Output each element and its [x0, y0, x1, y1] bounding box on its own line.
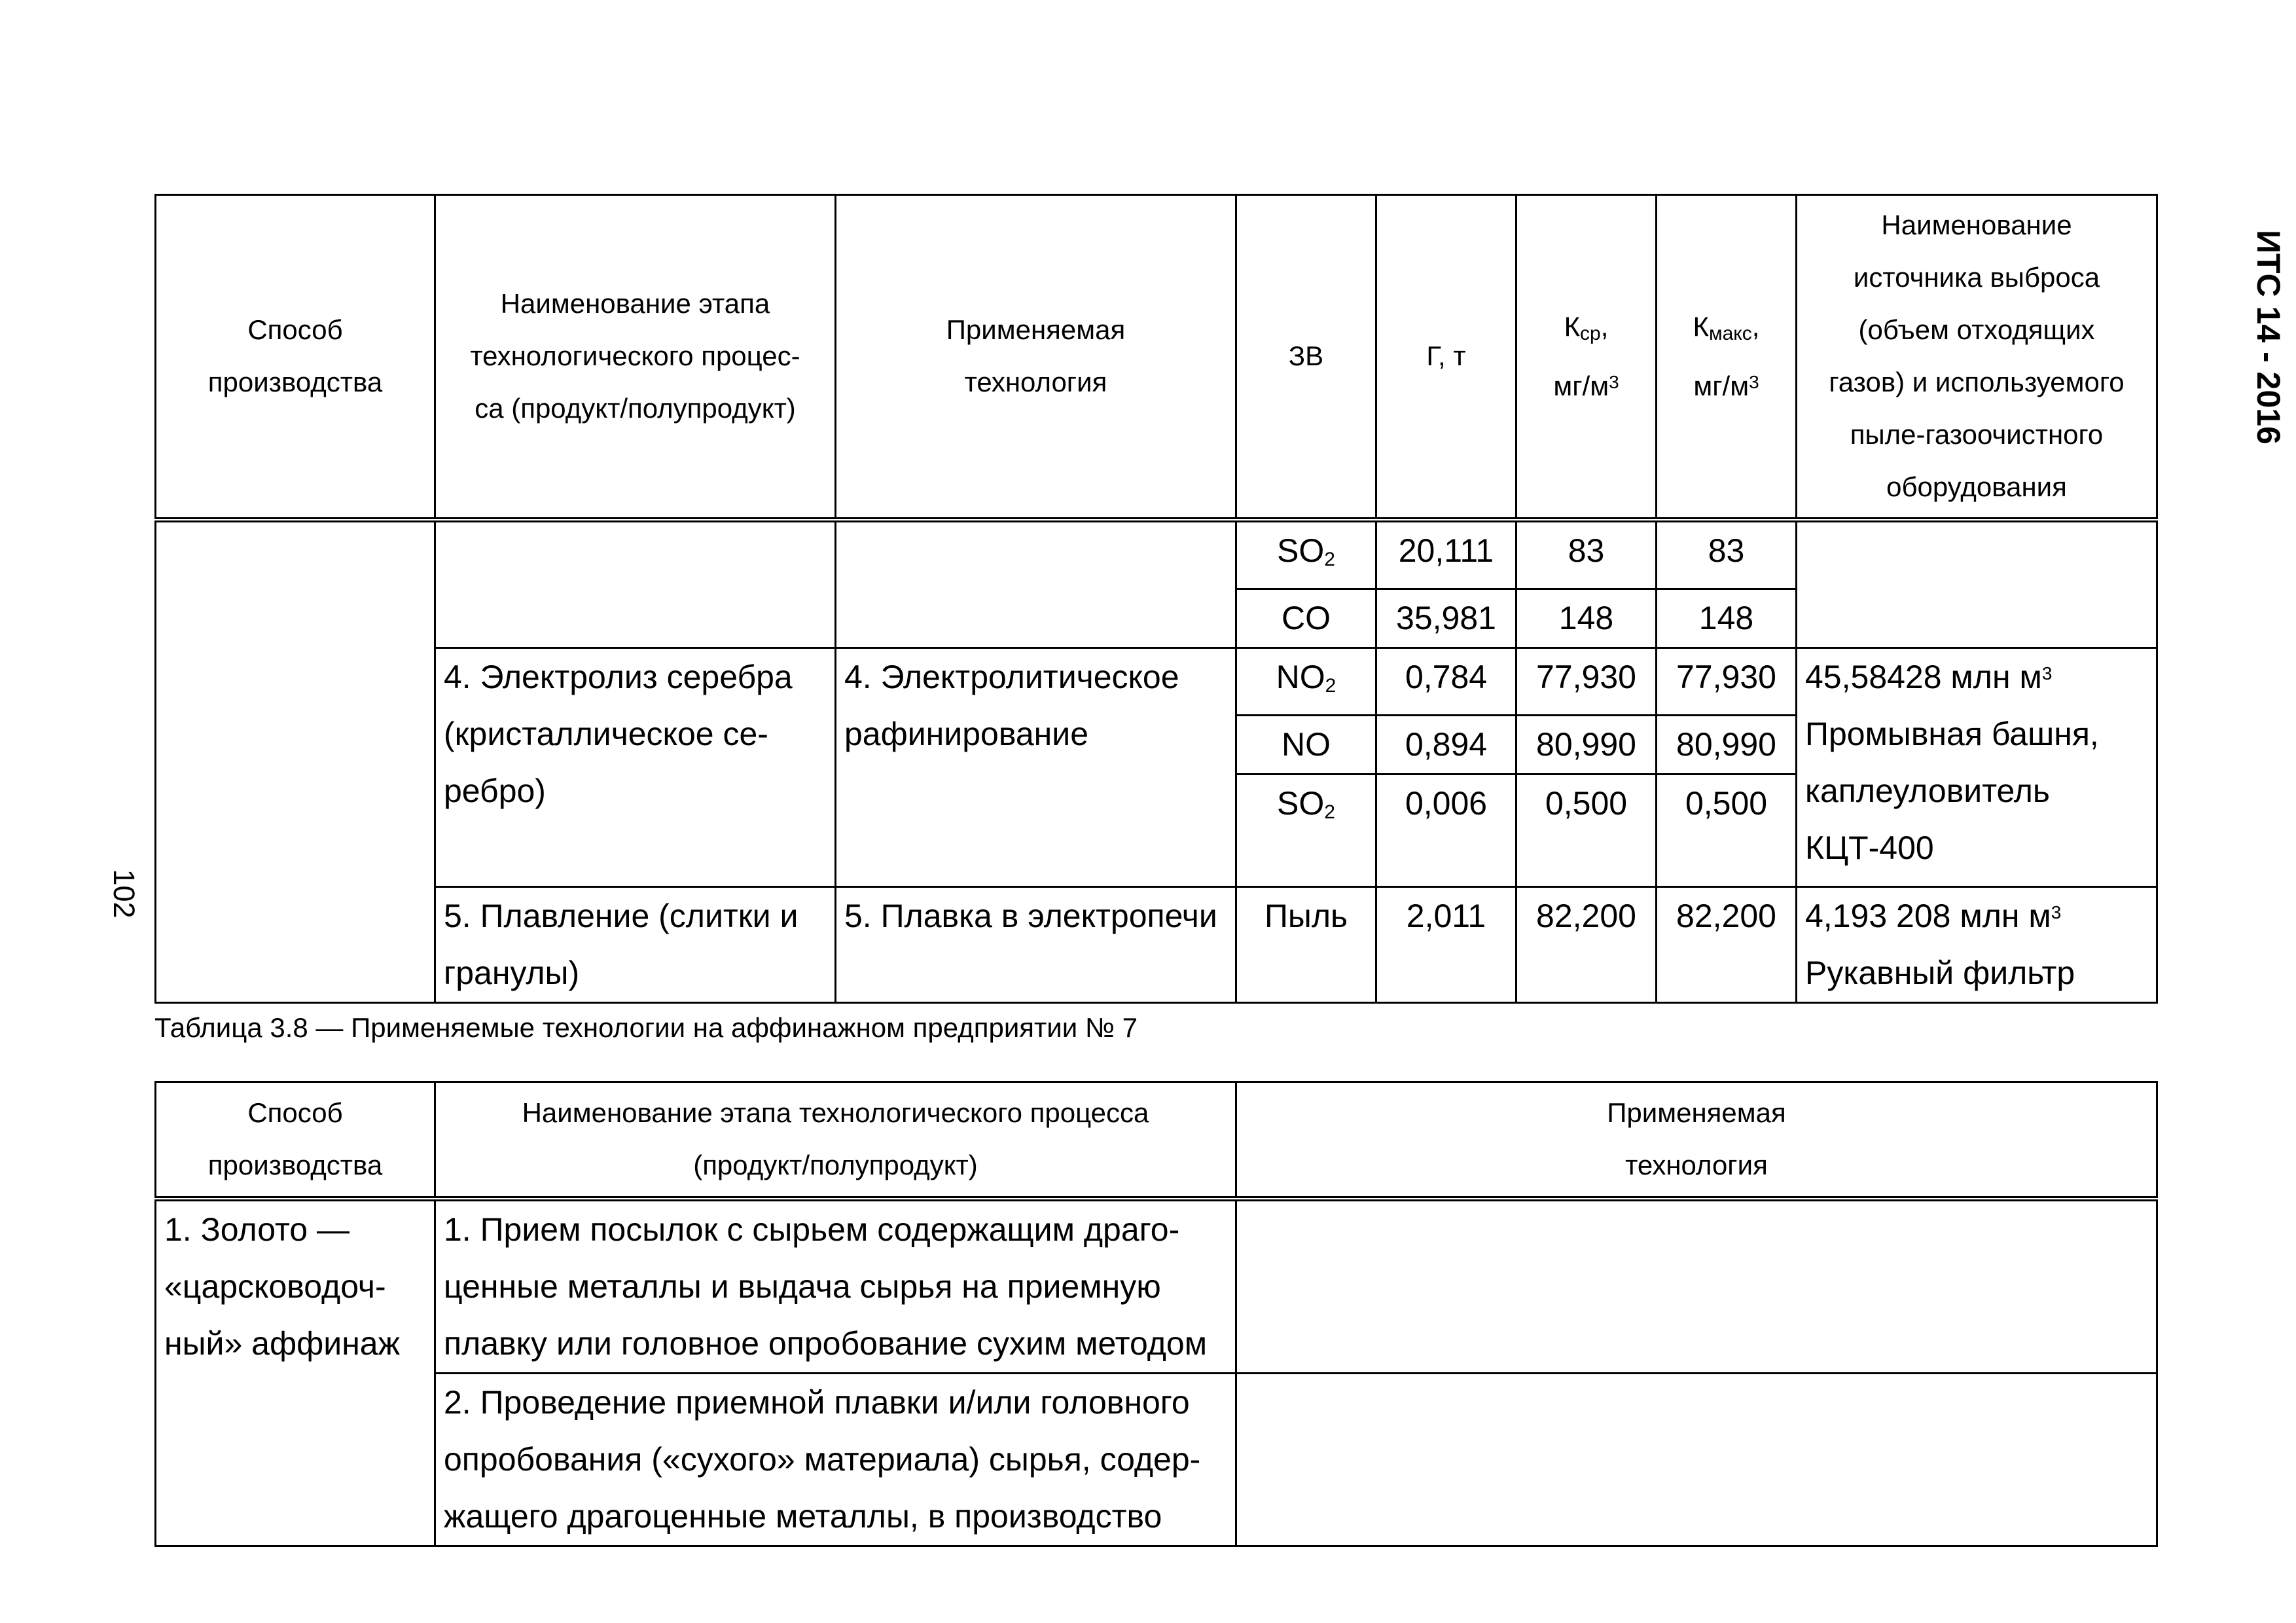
header-text: мг/м: [1553, 370, 1609, 401]
source-cell: [1797, 886, 2157, 1002]
header-superscript: 3: [1609, 371, 1619, 392]
mass-cell: 2,011: [1376, 886, 1516, 1002]
page-number: 102: [107, 869, 141, 919]
header-text: Применяемая: [946, 314, 1126, 346]
header-text: газов) и используемого: [1829, 367, 2125, 398]
k-max-cell: 0,500: [1657, 774, 1797, 886]
table-row: [156, 1373, 2157, 1546]
stage-text: ребро): [444, 772, 546, 809]
header-pollutant: ЗВ: [1236, 195, 1376, 520]
mass-cell: 20,111: [1376, 520, 1516, 589]
k-max-cell: 83: [1657, 520, 1797, 589]
pollutant-text: NO: [1276, 658, 1325, 695]
k-avg-cell: 148: [1516, 589, 1657, 647]
header-technology: [1236, 1082, 2157, 1199]
stage-text: 5. Плавление (слитки и: [444, 897, 798, 934]
technology-cell: 5. Плавка в электропечи: [836, 886, 1236, 1002]
header-text: К: [1693, 310, 1709, 342]
header-stage: [435, 195, 836, 520]
header-stage: [435, 1082, 1236, 1199]
stage-cell: [435, 520, 836, 648]
table-caption: Таблица 3.8 — Применяемые технологии на аффинажном предприятии № 7: [154, 1012, 1138, 1043]
header-text: источника выброса: [1853, 262, 2100, 293]
stage-text: ценные металлы и выдача сырья на приемную: [444, 1267, 1161, 1305]
header-text: ,: [1751, 310, 1760, 342]
header-text: (продукт/полупродукт): [693, 1150, 978, 1181]
table-row: [156, 647, 2157, 715]
stage-text: жащего драгоценные металлы, в производство: [444, 1497, 1162, 1535]
pollutant-cell: [1236, 589, 1376, 647]
technology-text: 4. Электролитическое: [844, 658, 1179, 695]
header-source: [1797, 195, 2157, 520]
pollutant-subscript: 2: [1324, 801, 1335, 823]
technology-cell: [836, 647, 1236, 886]
header-text: производства: [207, 367, 383, 398]
header-method: [156, 1082, 435, 1199]
stage-text: 4. Электролиз серебра: [444, 658, 793, 695]
header-text: Применяемая: [1607, 1097, 1786, 1129]
table-header-row: [156, 195, 2157, 520]
pollutant-text: CO: [1282, 599, 1331, 636]
header-text: пыле-газоочистного: [1850, 419, 2104, 450]
header-text: ,: [1600, 310, 1609, 342]
mass-cell: 35,981: [1376, 589, 1516, 647]
header-subscript: ср: [1580, 322, 1601, 344]
header-text: оборудования: [1886, 471, 2067, 503]
table-header-row: [156, 1082, 2157, 1199]
header-text: технологического процес-: [470, 340, 800, 372]
pollutant-cell: [1236, 715, 1376, 774]
stage-text: плавку или головное опробование сухим методом: [444, 1324, 1208, 1362]
table-row: [156, 520, 2157, 589]
header-k-avg: [1516, 195, 1657, 520]
technology-cell: [836, 520, 1236, 648]
stage-cell: [435, 1199, 1236, 1374]
stage-text: 2. Проведение приемной плавки и/или головного: [444, 1383, 1190, 1421]
source-cell: [1797, 520, 2157, 648]
mass-cell: 0,894: [1376, 715, 1516, 774]
header-technology: [836, 195, 1236, 520]
pollutant-cell: [1236, 886, 1376, 1002]
header-text: технология: [964, 367, 1107, 398]
method-cell: [156, 1199, 435, 1546]
source-text: Рукавный фильтр: [1805, 954, 2075, 991]
k-avg-cell: 80,990: [1516, 715, 1657, 774]
pollutant-text: Пыль: [1264, 897, 1348, 934]
source-text: Промывная башня,: [1805, 715, 2099, 752]
header-text: Наименование этапа технологического процесса: [522, 1097, 1149, 1129]
source-cell: [1797, 647, 2157, 886]
pollutant-cell: [1236, 647, 1376, 715]
header-superscript: 3: [1749, 371, 1759, 392]
header-subscript: макс: [1709, 322, 1752, 344]
technology-text: рафинирование: [844, 715, 1088, 752]
stage-text: гранулы): [444, 954, 580, 991]
header-text: технология: [1625, 1150, 1768, 1181]
header-mass: Г, т: [1376, 195, 1516, 520]
mass-cell: 0,784: [1376, 647, 1516, 715]
technologies-table: [154, 1081, 2158, 1547]
header-text: К: [1564, 310, 1581, 342]
document-title: ИТС 14 - 2016: [2250, 230, 2287, 445]
volume-superscript: 3: [2051, 902, 2062, 922]
table-row: [156, 1199, 2157, 1374]
header-text: мг/м: [1693, 370, 1749, 401]
stage-text: опробования («сухого» материала) сырья, содер-: [444, 1440, 1201, 1478]
header-text: Наименование этапа: [500, 288, 770, 319]
method-cell: [156, 520, 435, 1003]
header-text: Способ: [247, 314, 343, 346]
pollutant-cell: [1236, 774, 1376, 886]
pollutant-text: SO: [1277, 784, 1325, 822]
k-max-cell: 77,930: [1657, 647, 1797, 715]
volume-text: 45,58428 млн м: [1805, 658, 2042, 695]
method-text: ный» аффинаж: [164, 1324, 401, 1362]
emissions-table: [154, 194, 2158, 1004]
k-avg-cell: 77,930: [1516, 647, 1657, 715]
header-text: Наименование: [1881, 210, 2072, 241]
pollutant-subscript: 2: [1325, 674, 1336, 697]
method-text: 1. Золото —: [164, 1211, 350, 1248]
stage-cell: [435, 886, 836, 1002]
technology-cell: [1236, 1199, 2157, 1374]
pollutant-text: SO: [1277, 532, 1325, 569]
k-avg-cell: 82,200: [1516, 886, 1657, 1002]
header-text: (объем отходящих: [1858, 314, 2095, 346]
source-text: КЦТ-400: [1805, 829, 1934, 866]
header-method: [156, 195, 435, 520]
stage-text: (кристаллическое се-: [444, 715, 768, 752]
mass-cell: 0,006: [1376, 774, 1516, 886]
k-avg-cell: 83: [1516, 520, 1657, 589]
k-avg-cell: 0,500: [1516, 774, 1657, 886]
stage-cell: [435, 1373, 1236, 1546]
pollutant-text: NO: [1282, 725, 1331, 763]
stage-cell: [435, 647, 836, 886]
header-k-max: [1657, 195, 1797, 520]
stage-text: 1. Прием посылок с сырьем содержащим драго-: [444, 1211, 1180, 1248]
volume-text: 4,193 208 млн м: [1805, 897, 2051, 934]
table-row: [156, 886, 2157, 1002]
header-text: са (продукт/полупродукт): [475, 393, 796, 424]
method-text: «царсководоч-: [164, 1267, 386, 1305]
pollutant-subscript: 2: [1324, 548, 1335, 570]
k-max-cell: 82,200: [1657, 886, 1797, 1002]
header-text: Способ: [247, 1097, 343, 1129]
pollutant-cell: [1236, 520, 1376, 589]
header-text: производства: [207, 1150, 383, 1181]
source-text: каплеуловитель: [1805, 772, 2050, 809]
k-max-cell: 80,990: [1657, 715, 1797, 774]
technology-cell: [1236, 1373, 2157, 1546]
k-max-cell: 148: [1657, 589, 1797, 647]
volume-superscript: 3: [2041, 663, 2053, 684]
